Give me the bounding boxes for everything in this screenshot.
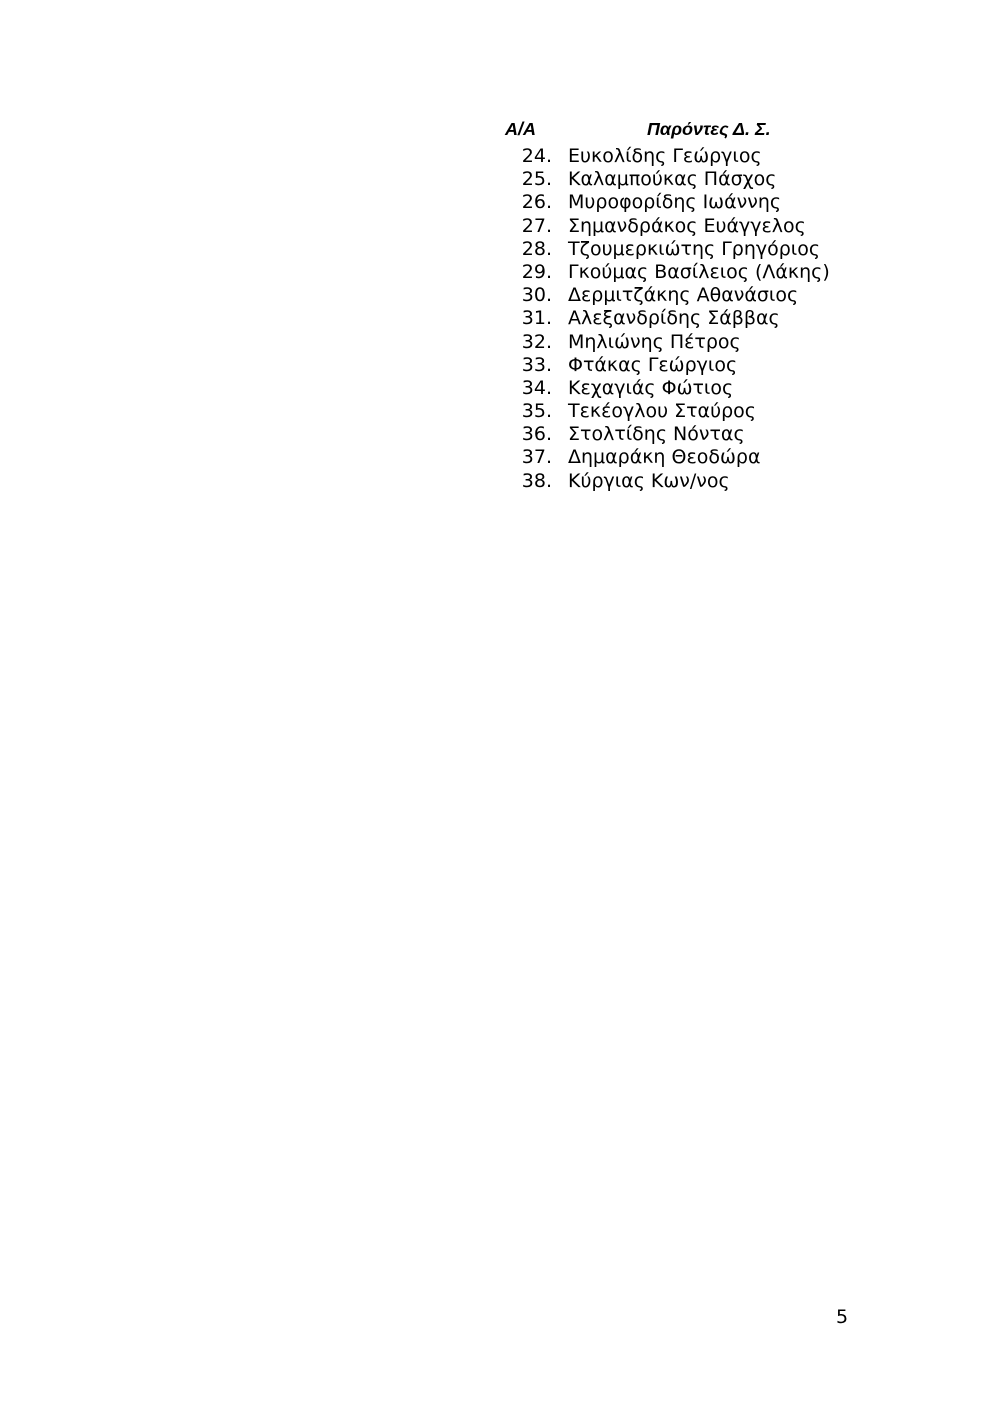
- list-item: [505, 423, 835, 446]
- list-item: [505, 261, 835, 284]
- list-item: [505, 284, 835, 307]
- item-number: 28.: [521, 237, 552, 260]
- page-number: 5: [836, 1306, 849, 1328]
- item-number: 29.: [521, 260, 552, 283]
- list-item: [505, 168, 835, 191]
- item-number: 31.: [521, 307, 552, 330]
- present-members-heading: Παρόντες Δ. Σ.: [647, 119, 771, 139]
- member-name: Μηλιώνης Πέτρος: [568, 330, 741, 353]
- member-name: Φτάκας Γεώργιος: [568, 353, 738, 376]
- member-name: Δερμιτζάκης Αθανάσιος: [568, 284, 799, 307]
- item-number: 37.: [521, 446, 552, 469]
- list-item: [505, 238, 835, 261]
- member-name: Κεχαγιάς Φώτιος: [568, 376, 734, 399]
- item-number: 26.: [521, 191, 552, 214]
- attendance-header: [0, 119, 1000, 143]
- list-item: [505, 354, 835, 377]
- list-item: [505, 145, 835, 168]
- item-number: 34.: [521, 376, 552, 399]
- item-number: 33.: [521, 353, 552, 376]
- item-number: 30.: [521, 284, 552, 307]
- member-name: Σημανδράκος Ευάγγελος: [568, 214, 806, 237]
- item-number: 38.: [521, 469, 552, 492]
- member-name: Κύργιας Κων/νος: [568, 469, 730, 492]
- item-number: 24.: [521, 145, 552, 167]
- member-name: Μυροφορίδης Ιωάννης: [568, 191, 782, 214]
- list-item: [505, 191, 835, 214]
- list-item: [505, 215, 835, 238]
- member-name: Δημαράκη Θεοδώρα: [568, 446, 761, 469]
- item-number: 27.: [521, 214, 552, 237]
- list-item: [505, 470, 835, 493]
- member-name: Γκούμας Βασίλειος (Λάκης): [568, 260, 830, 283]
- member-name: Καλαμπούκας Πάσχος: [568, 168, 777, 191]
- item-number: 32.: [521, 330, 552, 353]
- member-name: Τεκέογλου Σταύρος: [568, 400, 756, 423]
- list-item: [505, 307, 835, 330]
- member-name: Ευκολίδης Γεώργιος: [568, 145, 762, 167]
- members-list: [505, 145, 835, 493]
- member-name: Στολτίδης Νόντας: [568, 423, 745, 446]
- list-item: [505, 331, 835, 354]
- item-number: 25.: [521, 168, 552, 191]
- item-number: 36.: [521, 423, 552, 446]
- list-item: [505, 446, 835, 469]
- member-name: Τζουμερκιώτης Γρηγόριος: [568, 237, 821, 260]
- member-name: Αλεξανδρίδης Σάββας: [568, 307, 780, 330]
- serial-number-heading: Α/Α: [505, 119, 536, 139]
- list-item: [505, 400, 835, 423]
- list-item: [505, 377, 835, 400]
- item-number: 35.: [521, 400, 552, 423]
